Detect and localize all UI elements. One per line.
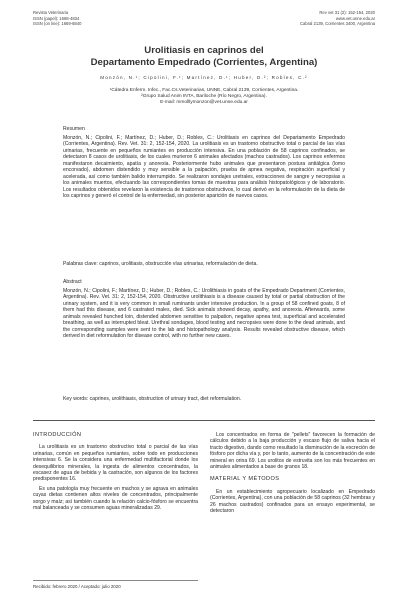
journal-url: www.vet.unne.edu.ar [335, 15, 375, 21]
abstract-text: Monzón, N.; Cipolini, F.; Martínez, D.; Huber, D.; Robles, C.: Urolithiasis in goats of the Empedrado Department (Corrientes, Argentina). Rev. Vet. 31: 2, 152-154, 2020. Obstructive urolithiasis is a disease caused by total or partial obstruction of the urinary system, and it is very common in small ruminants under intensive production. In a group of 58 confined goats, 8 of them had this disease, and 6 castrated males, died. Sick animals showed decay, apathy, and anorexia. Afterwards, some animals revealed hunched loin, distended abdomen sensitive to palpation, negative apnea test, superficial and accelerated breathing, as well as interrupted bleat. Urethral sondages, blood testing and necropsies were done to the dead animals, and the corresponding samples were sent to the lab and histopathology analysis. Results revealed obstructive disease, which derived in diet reformulation for disease control, with no further new cases. [63, 287, 345, 339]
key-words [63, 396, 345, 403]
journal-address: Cabral 2139, Corrientes 3400, Argentina [300, 21, 375, 27]
received-date: Recibido: febrero 2020 / Aceptado: julio 2020 [33, 584, 121, 589]
methods-heading: MATERIAL Y MÉTODOS [210, 476, 280, 483]
journal-header-right [300, 10, 375, 27]
concentrates-paragraph: Los concentrados en forma de "pellets" favorecen la formación de cálculos debido a la baja producción y escaso flujo de saliva hacia el tracto digestivo, dando como resultado la disminución de la excreción de fósforo por dicha vía y, por lo tanto, aumento de la concentración de este mineral en orina 69. Los urolitos de estruvita son los más frecuentes en animales alimentados a base de granos 18. [210, 432, 375, 471]
right-column [210, 432, 375, 517]
abstract-block [63, 279, 345, 340]
title-line-1: Urolitiasis en caprinos del [144, 45, 264, 56]
citation: Rev vet 31 (2): 152-154, 2020 [319, 10, 375, 15]
article-title [40, 45, 368, 69]
affiliations [40, 88, 368, 107]
journal-header-left [33, 10, 81, 27]
key-words-label: Key words: [63, 396, 89, 402]
resumen-text: Monzón, N.; Cipolini, F.; Martínez, D.; Huber, D.; Robles, C.: Urolitiasis en caprinos del Departamento Empedrado (Corrientes, Argentina). Rev. Vet. 31: 2, 152-154, 2020. La urolitiasis es un trastorno obstructivo total o parcial de las vías urinarias, frecuente en pequeños rumiantes en producción intensiva. En una población de 58 caprinos confinados, se detectaron 8 casos de urolitiasis, de los cuales murieron 6 animales afectados (machos castrados). Los caprinos enfermos manifestaron decaimiento, apatía y anorexia. Posteriormente hubo animales que presentaron postura antiálgica (lomo encorvado), abdomen distendido y muy sensible a la palpación, prueba de apnea negativa, respiración superficial y acelerada, así como también balido interrumpido. Se realizaron sondajes uretrales, extracciones de sangre y necropsias a los animales muertos, efectuando las correspondientes tomas de muestras para análisis histopatológicos y de laboratorio. Los resultados obtenidos revelaron la existencia de trastornos obstructivos, lo cual derivó en la reformulación de la dieta de los caprinos y generó el control de la enfermedad, sin posterior aparición de nuevos casos. [63, 134, 345, 199]
key-words-text: caprines, urolithiasis, obstruction of urinary tract, diet reformulation. [89, 396, 242, 402]
footer-divider [33, 580, 198, 581]
palabras-clave [63, 261, 345, 268]
contact-email: E-mail: mmolllymonzon@vet.unne.edu.ar [160, 100, 248, 106]
issn-online: ISSN (on line): 1669-6840 [33, 21, 82, 27]
intro-paragraph-1: La urolitiasis es un trastorno obstructivo total o parcial de las vías urinarias, común en pequeños rumiantes, sobre todo en producciones intensivas 6. Se la considera una enfermedad multifactorial donde los desequilibrios minerales, la ingesta de alimentos concentrados, la escasez de agua de bebida y la castración, son algunos de los factores predisponentes 16. [33, 444, 198, 483]
left-column [33, 432, 198, 514]
affiliation-2: ²Grupo Salud Anim INTA, Bariloche (Río Negro, Argentina). [141, 94, 267, 100]
section-divider [33, 420, 375, 421]
intro-heading: INTRODUCCIÓN [33, 432, 82, 438]
palabras-clave-label: Palabras clave: [63, 261, 98, 267]
resumen-heading: Resumen [63, 126, 85, 132]
title-line-2: Departamento Empedrado (Corrientes, Argentina) [90, 57, 318, 68]
authors: Monzón, N.¹; Cipolini, F.¹; Martínez, D.¹; Huber, D.²; Robles, C.² [100, 75, 308, 80]
journal-name: Revista Veterinaria [33, 10, 69, 15]
affiliation-1: ¹Cátedra Enferm. Infec., Fac.Cs.Veterinarias, UNNE, Cabral 2139, Corrientes, Argentina. [109, 88, 299, 93]
palabras-clave-text: caprinos, urolitiasis, obstrucción vías urinarias, reformulación de dieta. [99, 261, 258, 267]
methods-paragraph: En un establecimiento agropecuario localizado en Empedrado (Corrientes, Argentina), con una población de 58 caprinos (32 hembras y 26 machos castrados) confinados para un ensayo experimental, se detectaron [210, 488, 375, 515]
intro-paragraph-2: Es una patología muy frecuente en machos y se agrava en animales cuyas dietas contienen altos niveles de concentrados, principalmente sorgo y maíz; así también cuando la relación calcio-fósforo se encuentra mal balanceada y se consumen aguas mineralizadas 29. [33, 485, 198, 512]
abstract-heading: Abstract [63, 279, 82, 285]
resumen-block [63, 126, 345, 200]
issn-print: ISSN (papel): 1668-4834 [33, 15, 80, 21]
